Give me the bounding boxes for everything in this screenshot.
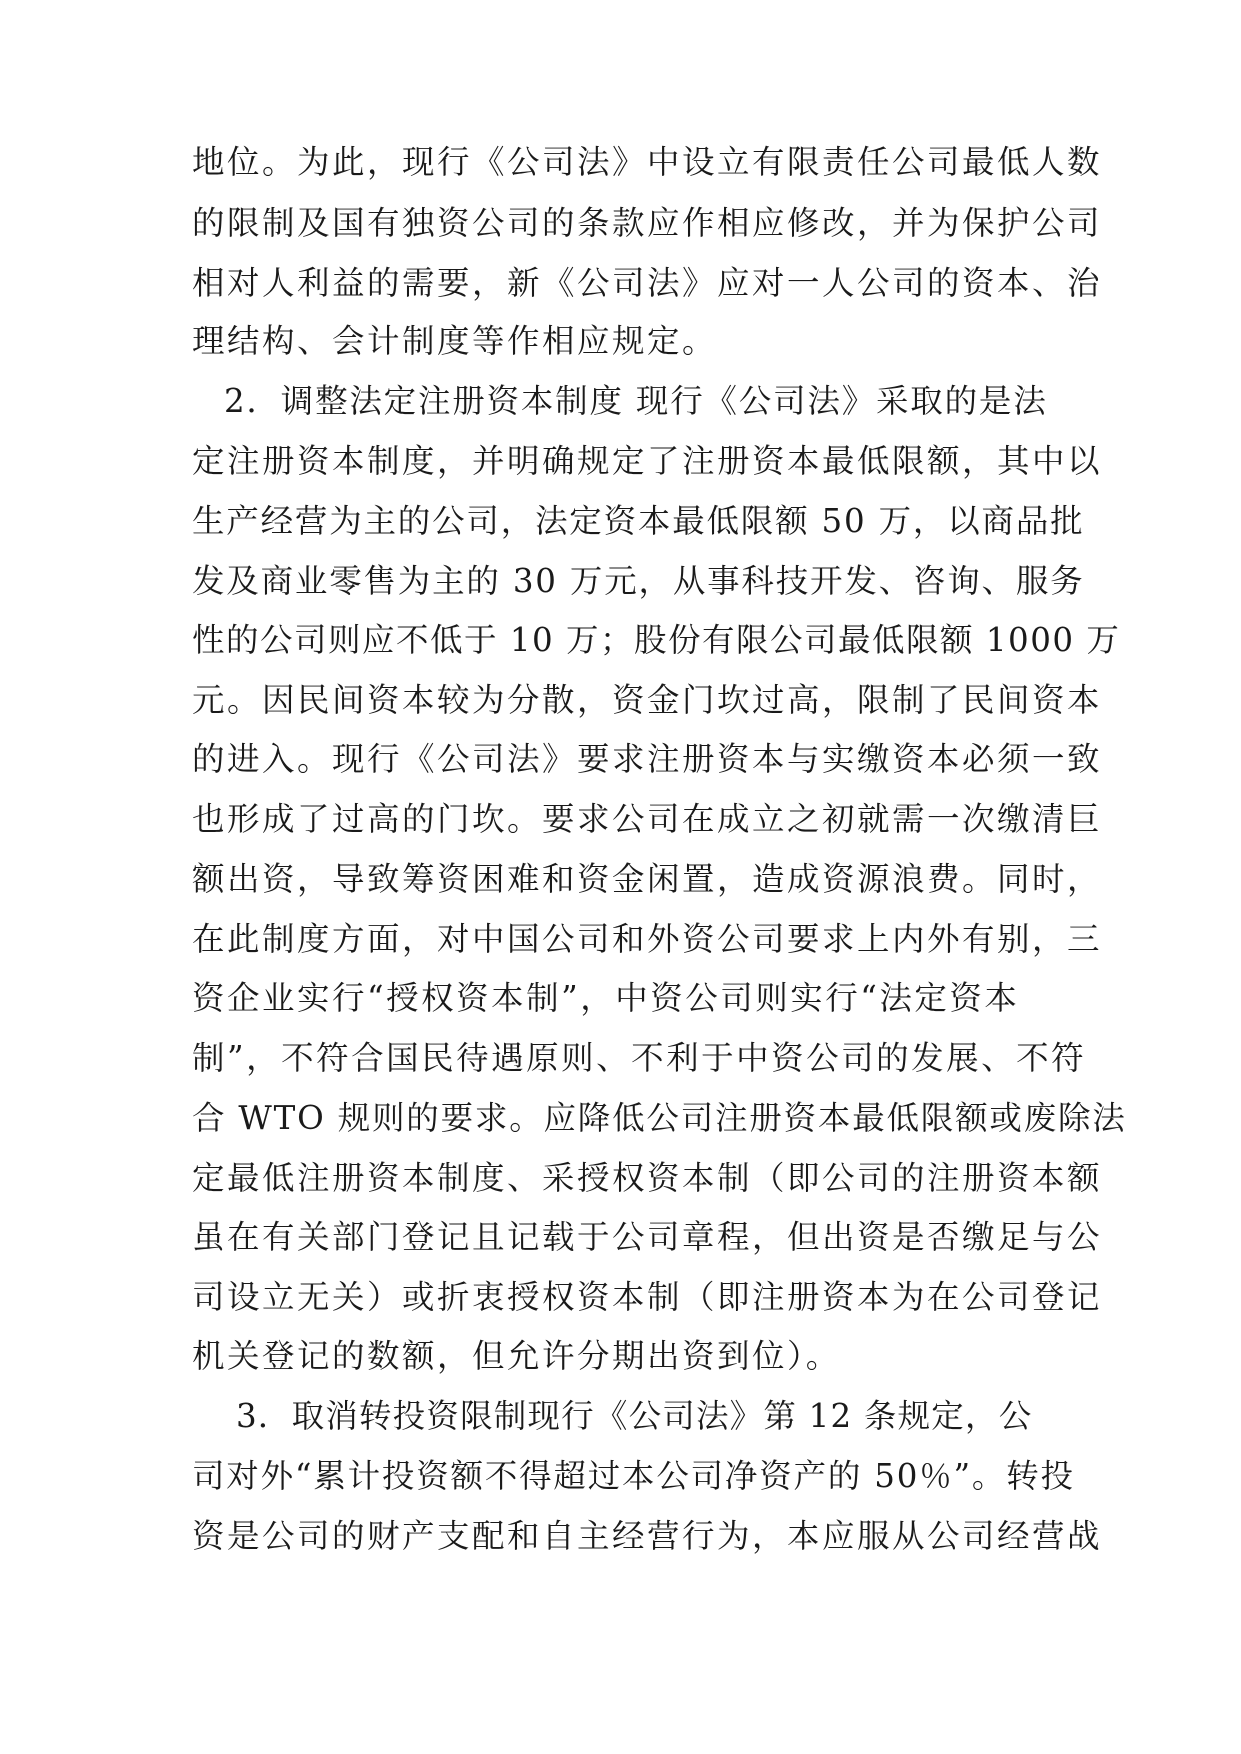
text-line: 合 WTO 规则的要求。应降低公司注册资本最低限额或废除法 [192,1099,1127,1137]
text-line: 的限制及国有独资公司的条款应作相应修改，并为保护公司 [192,204,1103,242]
text-line: 司对外“累计投资额不得超过本公司净资产的 50％”。转投 [192,1457,1075,1495]
text-line: 定最低注册资本制度、采授权资本制（即公司的注册资本额 [192,1159,1103,1197]
text-line: 定注册资本制度，并明确规定了注册资本最低限额，其中以 [192,442,1103,480]
text-line: 相对人利益的需要，新《公司法》应对一人公司的资本、治 [192,264,1103,302]
text-line: 额出资，导致筹资困难和资金闲置，造成资源浪费。同时， [192,860,1103,898]
text-line: 2．调整法定注册资本制度 现行《公司法》采取的是法 [224,382,1048,420]
text-line: 元。因民间资本较为分散，资金门坎过高，限制了民间资本 [192,681,1103,719]
text-line: 资是公司的财产支配和自主经营行为，本应服从公司经营战 [192,1517,1103,1555]
text-line: 生产经营为主的公司，法定资本最低限额 50 万，以商品批 [192,502,1085,540]
text-line: 资企业实行“授权资本制”，中资公司则实行“法定资本 [192,979,1020,1017]
text-line: 地位。为此，现行《公司法》中设立有限责任公司最低人数 [192,143,1103,181]
text-line: 虽在有关部门登记且记载于公司章程，但出资是否缴足与公 [192,1218,1103,1256]
text-line: 理结构、会计制度等作相应规定。 [192,322,718,360]
text-line: 机关登记的数额，但允许分期出资到位）。 [192,1337,841,1375]
text-line: 的进入。现行《公司法》要求注册资本与实缴资本必须一致 [192,740,1103,778]
text-line: 司设立无关）或折衷授权资本制（即注册资本为在公司登记 [192,1278,1103,1316]
text-line: 也形成了过高的门坎。要求公司在成立之初就需一次缴清巨 [192,800,1103,838]
text-line: 3．取消转投资限制现行《公司法》第 12 条规定，公 [236,1397,1033,1435]
text-line: 在此制度方面，对中国公司和外资公司要求上内外有别，三 [192,920,1103,958]
text-line: 制”，不符合国民待遇原则、不利于中资公司的发展、不符 [192,1039,1087,1077]
text-line: 性的公司则应不低于 10 万；股份有限公司最低限额 1000 万 [192,621,1121,659]
text-line: 发及商业零售为主的 30 万元，从事科技开发、咨询、服务 [192,562,1085,600]
